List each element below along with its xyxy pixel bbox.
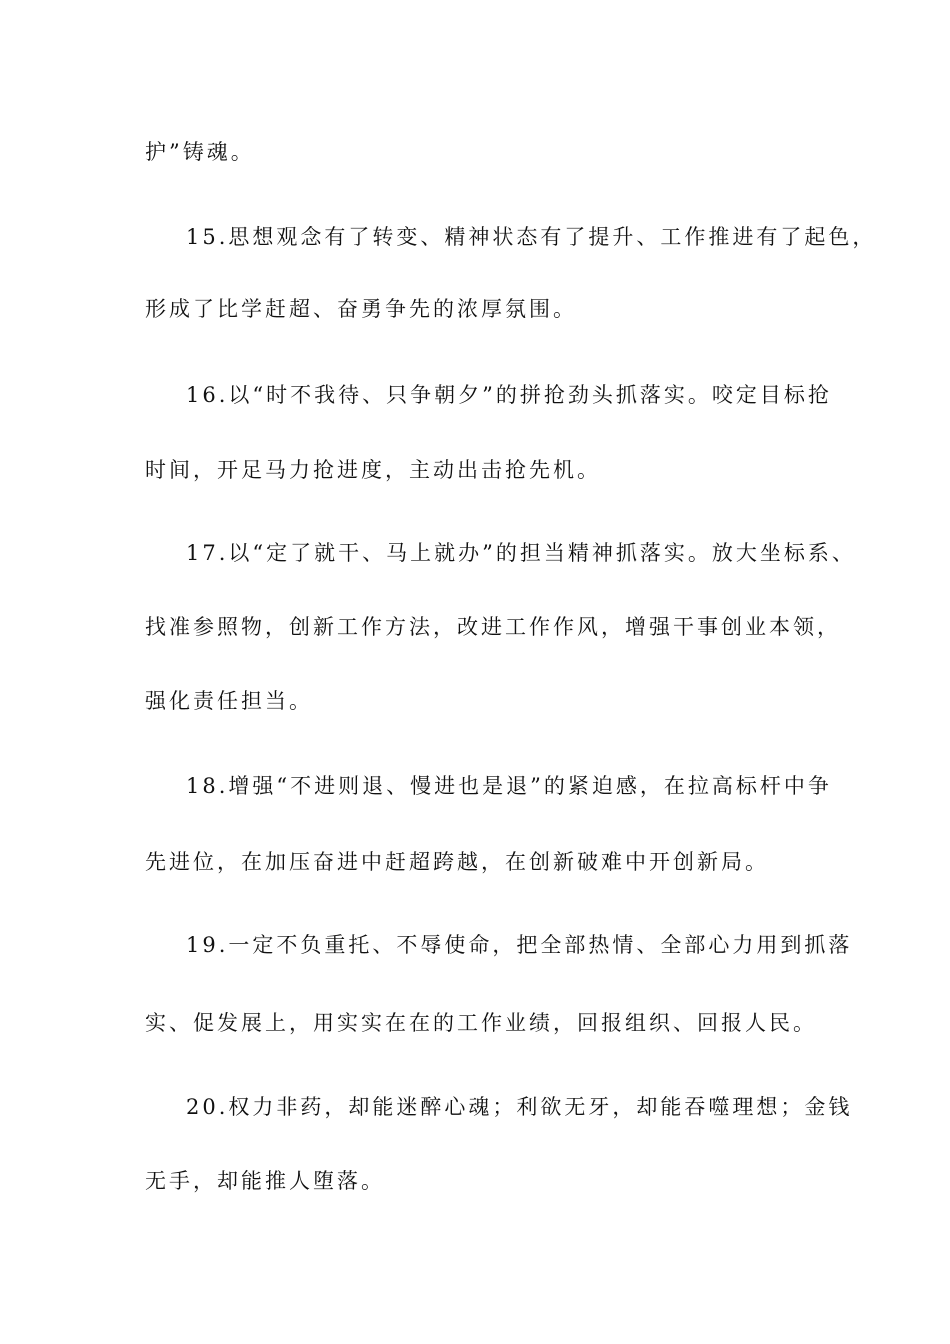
item-19-line-2: 实、促发展上，用实实在在的工作业绩，回报组织、回报人民。 — [145, 1011, 817, 1035]
item-18-line-1: 18.增强“不进则退、慢进也是退”的紧迫感，在拉高标杆中争 — [186, 774, 832, 798]
item-18-line-2: 先进位，在加压奋进中赶超跨越，在创新破难中开创新局。 — [145, 850, 769, 874]
item-17-line-2: 找准参照物，创新工作方法，改进工作作风，增强干事创业本领， — [145, 615, 841, 639]
item-20-line-2: 无手，却能推人堕落。 — [145, 1169, 385, 1193]
item-16-line-2: 时间，开足马力抢进度，主动出击抢先机。 — [145, 458, 601, 482]
item-15-line-1: 15.思想观念有了转变、精神状态有了提升、工作推进有了起色， — [186, 225, 877, 249]
item-17-line-3: 强化责任担当。 — [145, 689, 313, 713]
text-line: 护”铸魂。 — [145, 140, 255, 164]
item-16-line-1: 16.以“时不我待、只争朝夕”的拼抢劲头抓落实。咬定目标抢 — [186, 383, 832, 407]
item-19-line-1: 19.一定不负重托、不辱使命，把全部热情、全部心力用到抓落 — [186, 933, 853, 957]
item-20-line-1: 20.权力非药，却能迷醉心魂；利欲无牙，却能吞噬理想；金钱 — [186, 1095, 853, 1119]
item-15-line-2: 形成了比学赶超、奋勇争先的浓厚氛围。 — [145, 297, 577, 321]
item-17-line-1: 17.以“定了就干、马上就办”的担当精神抓落实。放大坐标系、 — [186, 541, 856, 565]
